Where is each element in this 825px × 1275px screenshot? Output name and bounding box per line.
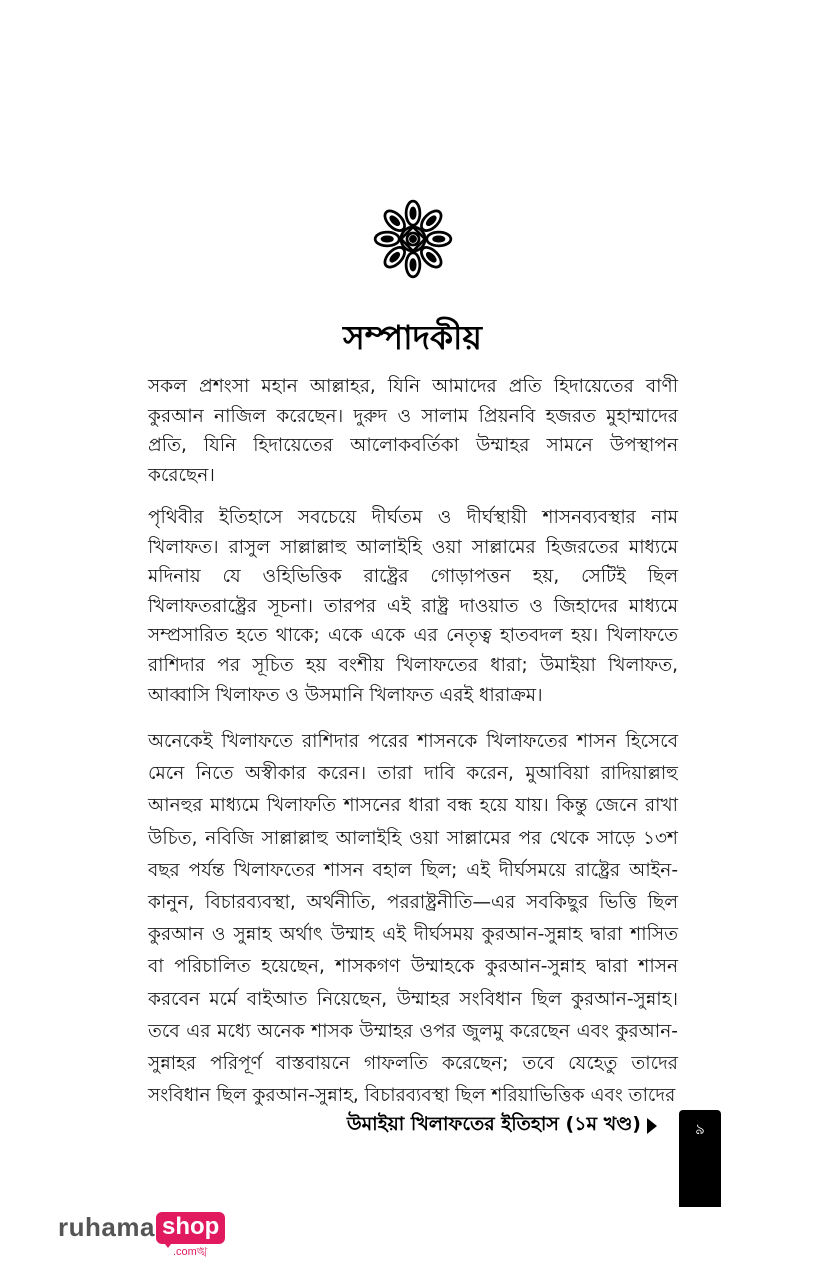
logo-text-ruhama: ruhama — [58, 1212, 155, 1242]
triangle-right-icon — [647, 1118, 657, 1134]
running-footer-text: উমাইয়া খিলাফতের ইতিহাস (১ম খণ্ড) — [346, 1113, 641, 1135]
running-footer — [347, 1110, 657, 1142]
floral-ornament-icon — [370, 196, 456, 282]
page-number-tab — [679, 1110, 721, 1207]
paragraph-3: অনেকেই খিলাফতে রাশিদার পরের শাসনকে খিলাফতের শাসন হিসেবে মেনে নিতে অস্বীকার করেন। তারা দাবি করেন, মুআবিয়া রাদিয়াল্লাহু আনহুর মাধ্যমে খিলাফতি শাসনের ধারা বন্ধ হয়ে যায়। কিন্তু জেনে রাখা উচিত, নবিজি সাল্লাল্লাহু আলাইহি ওয়া সাল্লামের পর থেকে সাড়ে ১৩শ বছর পর্যন্ত খিলাফতের শাসন বহাল ছিল; এই দীর্ঘসময়ে রাষ্ট্রের আইন-কানুন, বিচারব্যবস্থা, অর্থনীতি, পররাষ্ট্রনীতি—এর সবকিছুর ভিত্তি ছিল কুরআন ও সুন্নাহ অর্থাৎ উম্মাহ এই দীর্ঘসময় কুরআন-সুন্নাহ দ্বারা শাসিত বা পরিচালিত হয়েছেন, শাসকগণ উম্মাহকে কুরআন-সুন্নাহ দ্বারা শাসন করবেন মর্মে বাইআত নিয়েছেন, উম্মাহর সংবিধান ছিল কুরআন-সুন্নাহ। তবে এর মধ্যে অনেক শাসক উম্মাহর ওপর জুলমু করেছেন এবং কুরআন-সুন্নাহর পরিপূর্ণ বাস্তবায়নে গাফলতি করেছেন; তবে যেহেতু তাদের সংবিধান ছিল কুরআন-সুন্নাহ, বিচারব্যবস্থা ছিল শরিয়াভিত্তিক এবং তাদের — [148, 731, 678, 1107]
paragraph-2: পৃথিবীর ইতিহাসে সবচেয়ে দীর্ঘতম ও দীর্ঘস্থায়ী শাসনব্যবস্থার নাম খিলাফত। রাসুল সাল্লাল্লাহু আলাইহি ওয়া সাল্লামের হিজরতের মাধ্যমে মদিনায় যে ওহিভিত্তিক রাষ্ট্রের গোড়াপত্তন হয়, সেটিই ছিল খিলাফতরাষ্ট্রের সূচনা। তারপর এই রাষ্ট্র দাওয়াত ও জিহাদের মাধ্যমে সম্প্রসারিত হতে থাকে; একে একে এর নেতৃত্ব হাতবদল হয়। খিলাফতে রাশিদার পর সূচিত হয় বংশীয় খিলাফতের ধারা; উমাইয়া খিলাফত, আব্বাসি খিলাফত ও উসমানি খিলাফত এরই ধারাক্রম। — [148, 507, 678, 706]
logo-text-shop: shop — [156, 1212, 225, 1244]
paragraph-1: সকল প্রশংসা মহান আল্লাহর, যিনি আমাদের প্রতি হিদায়েতের বাণী কুরআন নাজিল করেছেন। দুরুদ ও সালাম প্রিয়নবি হজরত মুহাম্মাদের প্রতি, যিনি হিদায়েতের আলোকবর্তিকা উম্মাহর সামনে উপস্থাপন করেছেন। — [148, 376, 678, 486]
page-number: ৯ — [695, 1120, 705, 1138]
logo-text-suffix: .comঙ্খ — [173, 1246, 208, 1258]
watermark-logo — [58, 1208, 228, 1260]
page-title: সম্পাদকীয় — [343, 318, 482, 357]
